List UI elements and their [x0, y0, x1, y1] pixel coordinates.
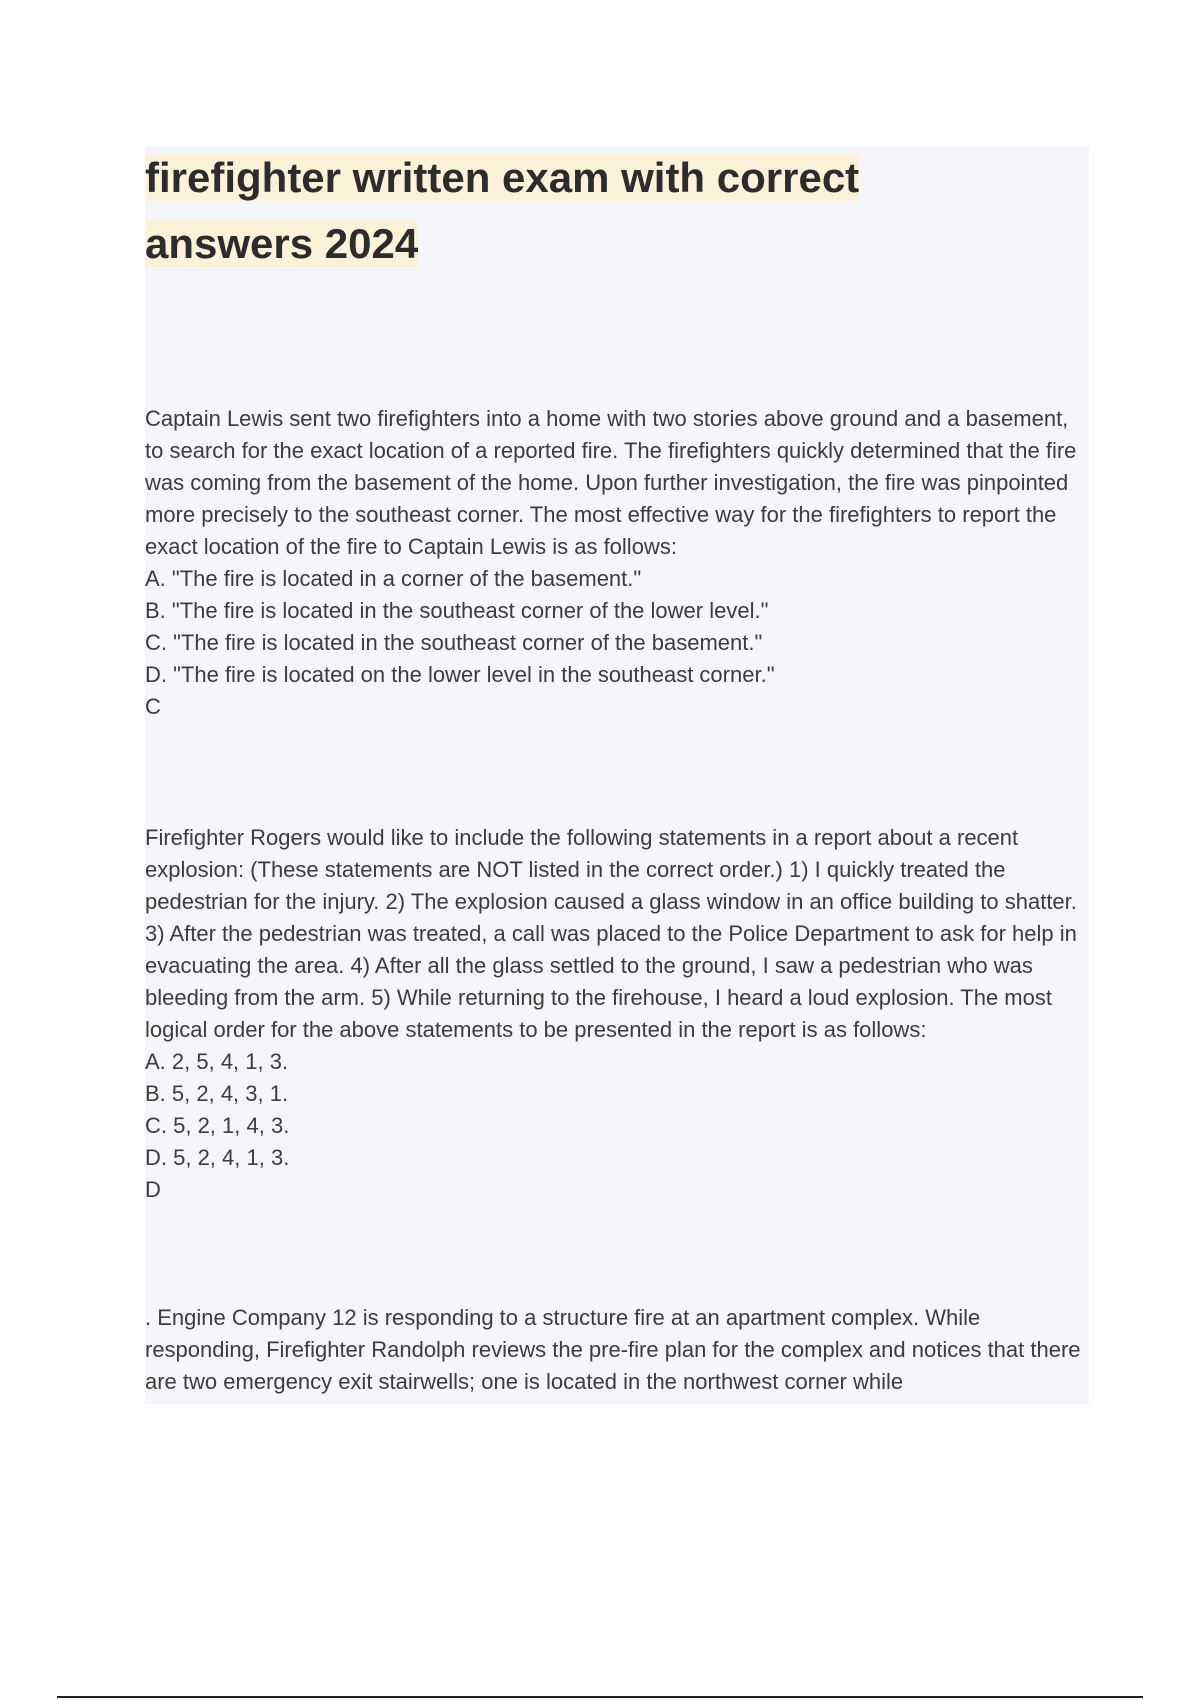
option-b: B. "The fire is located in the southeast corner of the lower level."	[145, 598, 769, 623]
option-d: D. "The fire is located on the lower level in the southeast corner."	[145, 662, 775, 687]
document-title	[145, 145, 945, 277]
correct-answer: D	[145, 1177, 161, 1202]
question-1	[145, 403, 1089, 723]
question-text: Captain Lewis sent two firefighters into a home with two stories above ground and a basement, to search for the exact location of a reported fire. The firefighters quickly determined that the fire was coming from the basement of the home. Upon further investigation, the fire was pinpointed more precisely to the southeast corner. The most effective way for the firefighters to report the exact location of the fire to Captain Lewis is as follows:	[145, 406, 1077, 559]
question-3	[145, 1302, 1089, 1398]
question-text: . Engine Company 12 is responding to a structure fire at an apartment complex. While responding, Firefighter Randolph reviews the pre-fire plan for the complex and notices that there are two emergency exit stairwells; one is located in the northwest corner while	[145, 1305, 1081, 1394]
document-title-highlight: firefighter written exam with correct answers 2024	[145, 154, 860, 267]
option-d: D. 5, 2, 4, 1, 3.	[145, 1145, 290, 1170]
option-c: C. 5, 2, 1, 4, 3.	[145, 1113, 290, 1138]
option-a: A. 2, 5, 4, 1, 3.	[145, 1049, 289, 1074]
option-a: A. "The fire is located in a corner of the basement."	[145, 566, 642, 591]
footer-divider	[57, 1696, 1143, 1698]
option-b: B. 5, 2, 4, 3, 1.	[145, 1081, 289, 1106]
content-panel	[145, 146, 1089, 1404]
question-2	[145, 822, 1089, 1206]
correct-answer: C	[145, 694, 161, 719]
option-c: C. "The fire is located in the southeast corner of the basement."	[145, 630, 763, 655]
question-text: Firefighter Rogers would like to include the following statements in a report about a recent explosion: (These statements are NOT listed in the correct order.) 1) I quickly treated the pedestrian for the injury. 2) The explosion caused a glass window in an office building to shatter. 3) After the pedestrian was treated, a call was placed to the Police Department to ask for help in evacuating the area. 4) After all the glass settled to the ground, I saw a pedestrian who was bleeding from the arm. 5) While returning to the firehouse, I heard a loud explosion. The most logical order for the above statements to be presented in the report is as follows:	[145, 825, 1077, 1042]
